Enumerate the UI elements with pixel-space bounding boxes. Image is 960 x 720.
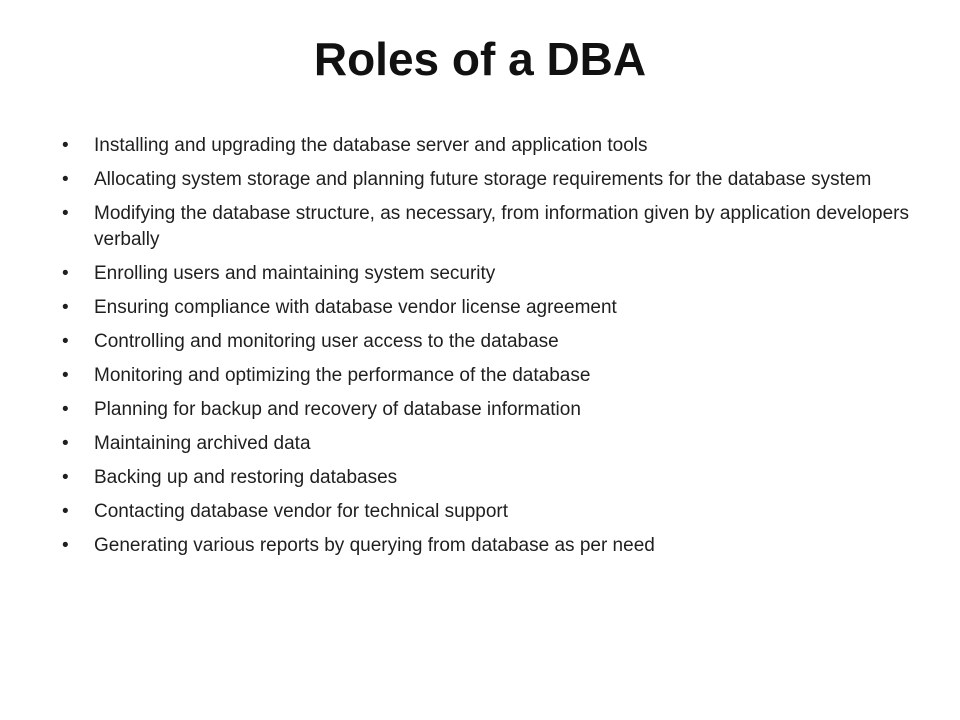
bullet-text: Installing and upgrading the database server and application tools	[94, 135, 648, 156]
bullet-item	[62, 465, 912, 491]
bullet-item	[62, 133, 912, 159]
bullet-icon: •	[62, 203, 69, 224]
bullet-icon: •	[62, 467, 69, 488]
bullet-icon: •	[62, 169, 69, 190]
bullet-icon: •	[62, 135, 69, 156]
bullet-item	[62, 397, 912, 423]
bullet-text: Maintaining archived data	[94, 433, 311, 454]
bullet-text: Generating various reports by querying from database as per need	[94, 535, 655, 556]
bullet-icon: •	[62, 365, 69, 386]
bullet-icon: •	[62, 501, 69, 522]
bullet-icon: •	[62, 535, 69, 556]
bullet-icon: •	[62, 433, 69, 454]
bullet-text: Controlling and monitoring user access to the database	[94, 331, 559, 352]
bullet-item	[62, 295, 912, 321]
slide-title: Roles of a DBA	[313, 33, 647, 85]
bullet-text: Contacting database vendor for technical support	[94, 501, 509, 522]
bullet-item	[62, 329, 912, 355]
bullet-icon: •	[62, 399, 69, 420]
bullet-text: Enrolling users and maintaining system security	[94, 263, 496, 284]
bullet-item	[62, 499, 912, 525]
bullet-text: Planning for backup and recovery of database information	[94, 399, 581, 420]
bullet-item	[62, 533, 912, 559]
bullet-list	[62, 133, 912, 567]
bullet-text: Backing up and restoring databases	[94, 467, 398, 488]
bullet-icon: •	[62, 331, 69, 352]
bullet-text: Modifying the database structure, as necessary, from information given by application developers verbally	[94, 203, 909, 250]
bullet-text: Ensuring compliance with database vendor license agreement	[94, 297, 617, 318]
bullet-item	[62, 167, 912, 193]
bullet-item	[62, 261, 912, 287]
bullet-text: Allocating system storage and planning future storage requirements for the database system	[94, 169, 872, 190]
bullet-text: Monitoring and optimizing the performance of the database	[94, 365, 591, 386]
bullet-item	[62, 431, 912, 457]
bullet-item	[62, 363, 912, 389]
bullet-icon: •	[62, 263, 69, 284]
bullet-item	[62, 201, 912, 253]
bullet-icon: •	[62, 297, 69, 318]
